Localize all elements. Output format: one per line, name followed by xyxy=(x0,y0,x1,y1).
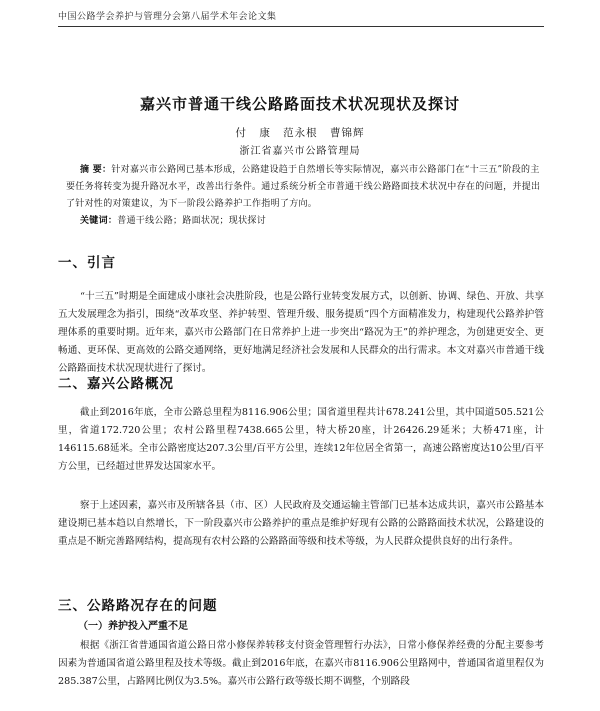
keywords-label: 关键词： xyxy=(80,216,118,226)
paragraph: 根据《浙江省普通国省道公路日常小修保养转移支付资金管理暂行办法》，日常小修保养经费的分配主要参考因素为普通国省道公路里程及技术等级。截止到2016年底，在嘉兴市8116.906公里路网中，普通国省道里程仅为285.387公里，占路网比例仅为3.5%。嘉兴市公路行政等级长期不调整，个别路段 xyxy=(58,640,544,687)
abstract-label: 摘 要： xyxy=(80,165,112,175)
section-heading-problems: 三、公路路况存在的问题 xyxy=(58,598,218,614)
subsection-heading: （一）养护投入严重不足 xyxy=(78,621,188,632)
paragraph: “十三五”时期是全面建成小康社会决胜阶段，也是公路行业转变发展方式，以创新、协调、绿色、开放、共享五大发展理念为指引，围绕“改革攻坚、养护转型、管理升级、服务提质”四个方面精准发力，构建现代公路养护管理体系的重要时期。近年来，嘉兴市公路部门在日常养护上进一步突出“路况为王”的养护理念，为创建更安全、更畅通、更环保、更高效的公路交通网络，更好地满足经济社会发展和人民群众的出行需求。本文对嘉兴市普通干线公路路面技术状况现状进行了探讨。 xyxy=(58,291,544,374)
header-rule xyxy=(58,26,544,27)
authors: 付 康 范永根 曹锦辉 xyxy=(235,127,365,139)
paper-title: 嘉兴市普通干线公路路面技术状况现状及探讨 xyxy=(139,95,460,113)
keywords-text: 普通干线公路；路面状况；现状探讨 xyxy=(117,216,267,226)
paragraph: 截止到2016年底，全市公路总里程为8116.906公里；国省道里程共计678.241公里，其中国道505.521公里，省道172.720公里；农村公路里程7438.665公里，特大桥20座，计26426.29延米；大桥471座，计146115.68延米。全市公路密度达207.3公里/百平方公里，连续12年位居全省第一，高速公路密度达10公里/百平方公里，已经超过世界发达国家水平。 xyxy=(58,407,544,472)
keywords xyxy=(80,213,540,226)
section-heading-introduction: 一、引言 xyxy=(58,255,116,271)
affiliation: 浙江省嘉兴市公路管理局 xyxy=(239,146,361,157)
paragraph: 察于上述因素，嘉兴市及所辖各县（市、区）人民政府及交通运输主管部门已基本达成共识，嘉兴市公路基本建设期已基本趋以自然增长，下一阶段嘉兴市公路养护的重点是维护好现有公路的公路路面技术状况，公路建设的重点是不断完善路网结构，提高现有农村公路的公路路面等级和技术等级，为人民群众提供良好的出行条件。 xyxy=(58,500,544,547)
section-heading-overview: 二、嘉兴公路概况 xyxy=(58,376,174,392)
abstract-text: 针对嘉兴市公路网已基本形成，公路建设趋于自然增长等实际情况，嘉兴市公路部门在“十三五”阶段的主要任务将转变为提升路况水平，改善出行条件。通过系统分析全市普通干线公路路面技术状况中存在的问题，并提出了针对性的对策建议，为下一阶段公路养护工作指明了方向。 xyxy=(66,165,541,209)
running-head: 中国公路学会养护与管理分会第八届学术年会论文集 xyxy=(58,12,277,22)
abstract xyxy=(66,162,542,213)
